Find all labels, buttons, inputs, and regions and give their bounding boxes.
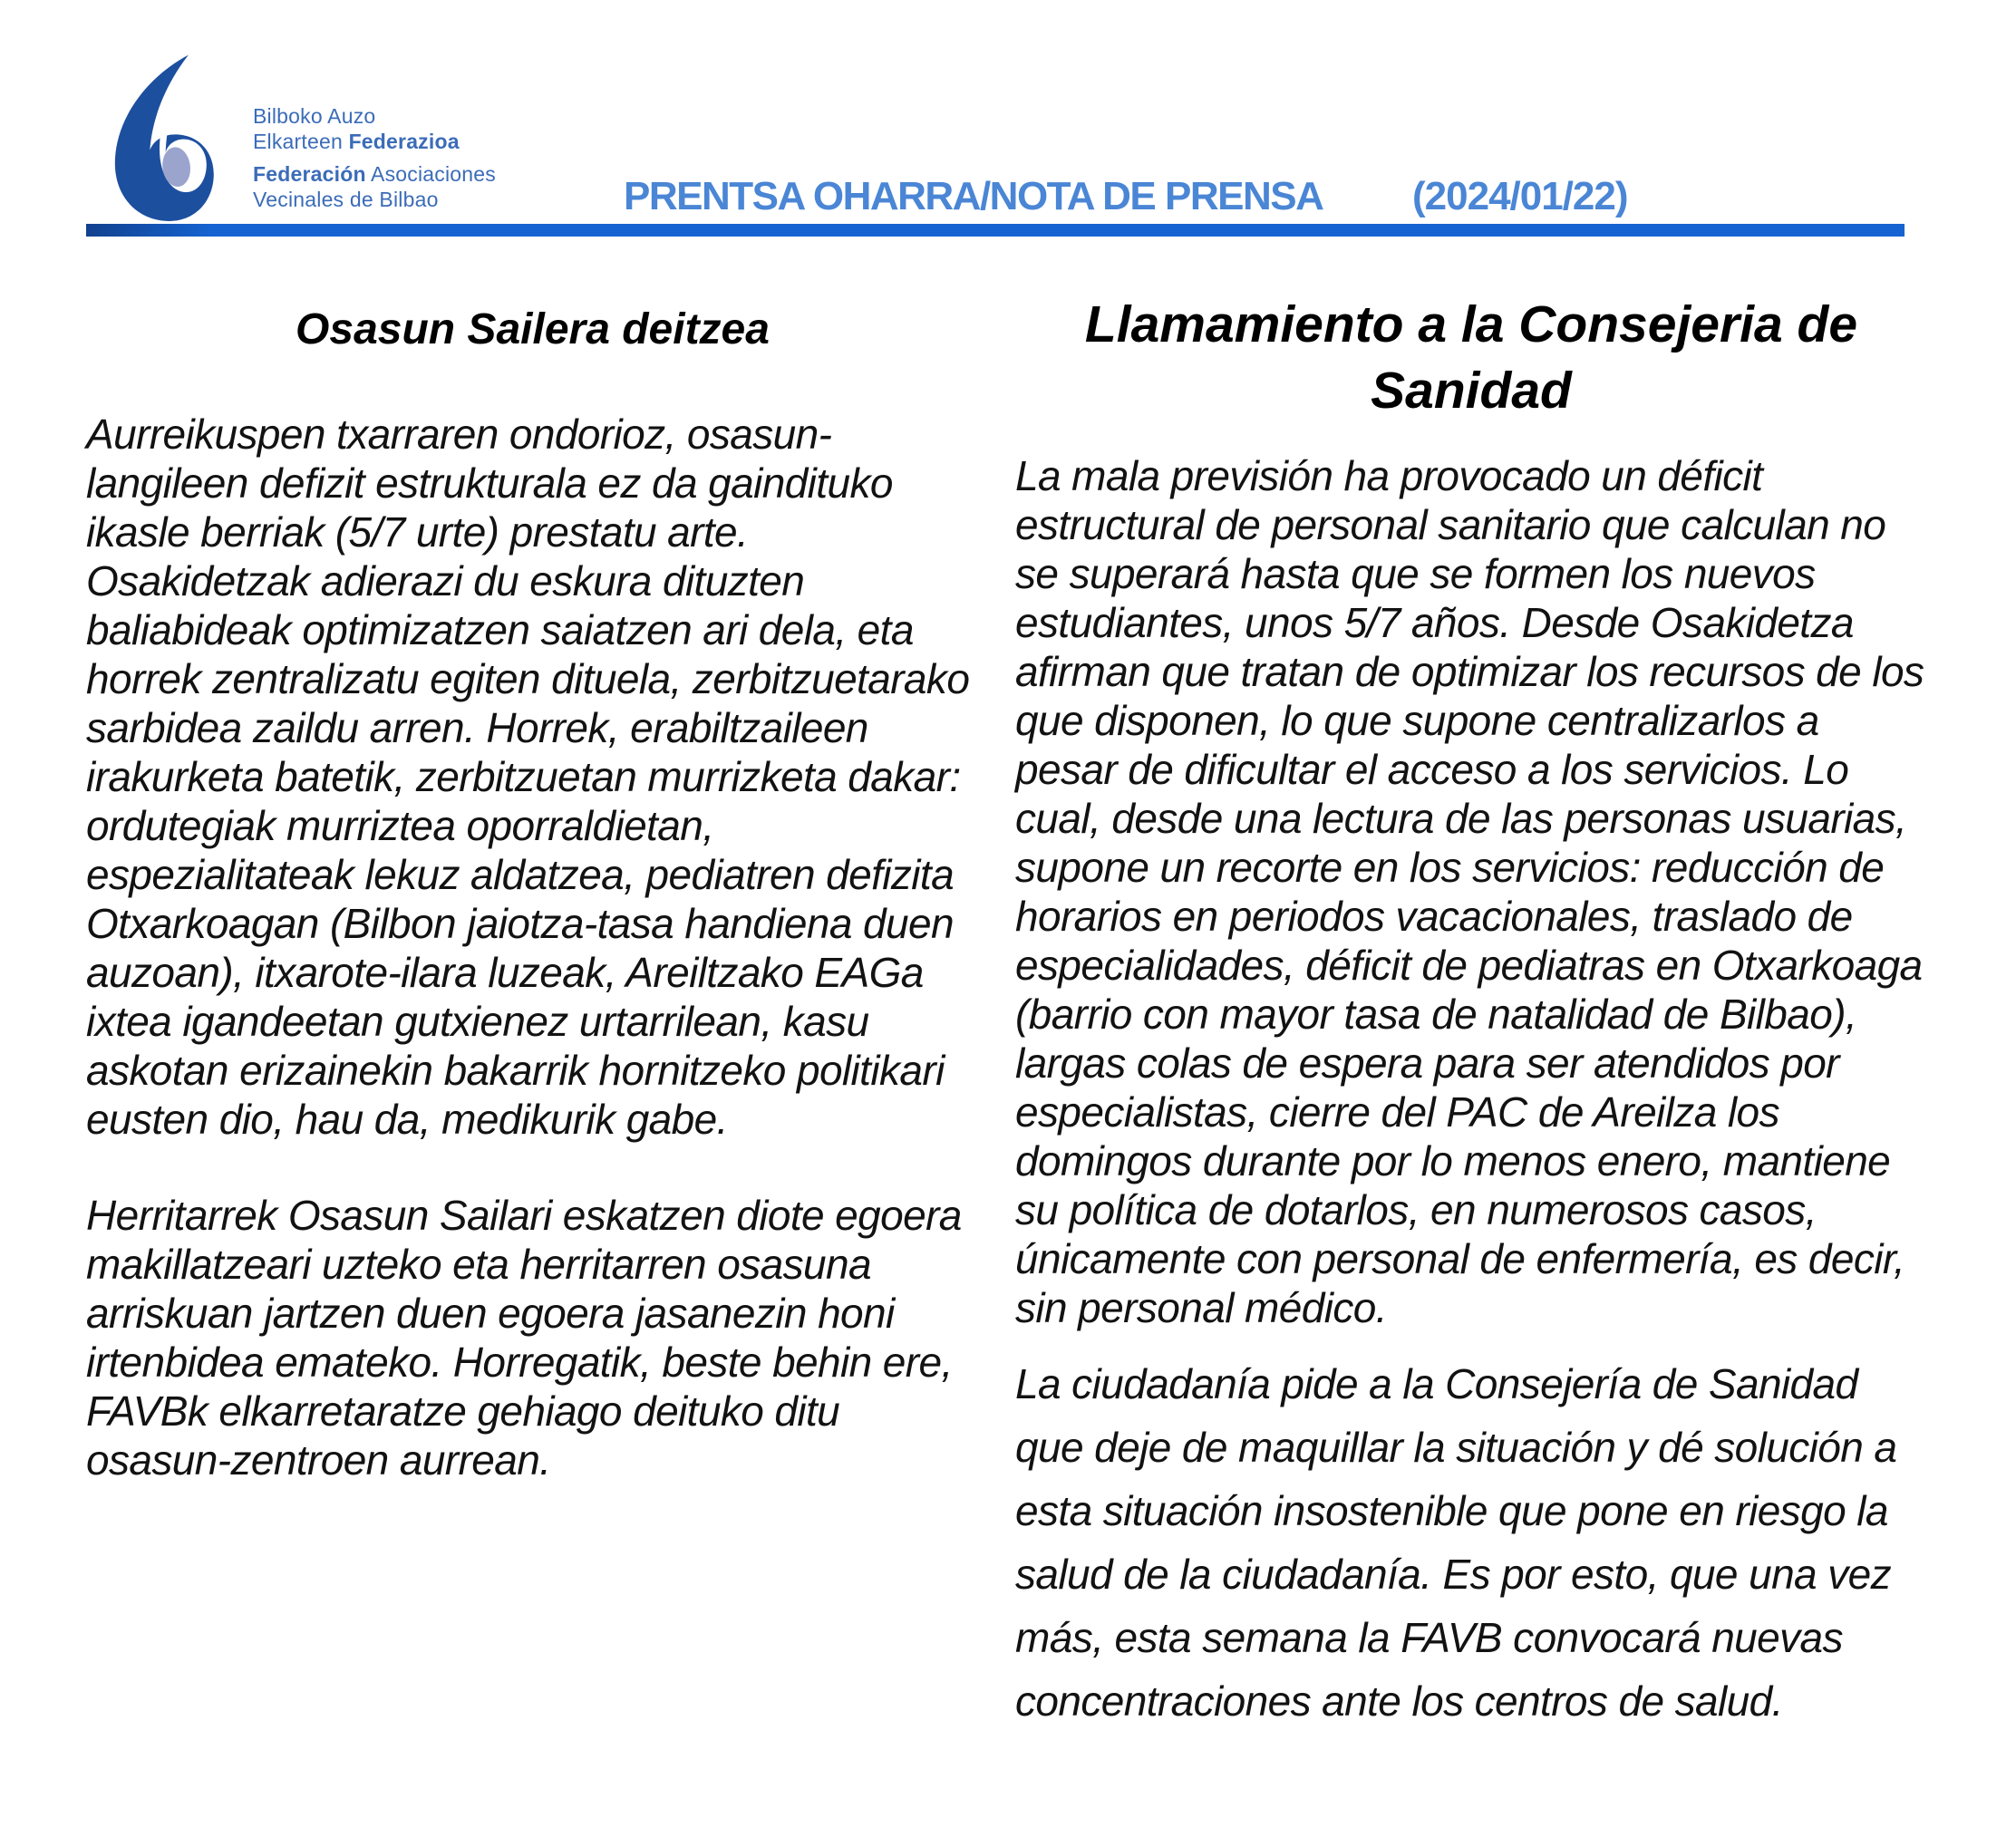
document-date: (2024/01/22) [1412,174,1628,218]
logo-text-line-4 [253,187,496,212]
document-title: PRENTSA OHARRA/NOTA DE PRENSA [624,174,1323,218]
spanish-paragraph-1: La mala previsión ha provocado un déficit estructural de personal sanitario que calculan no se superará hasta que se formen los nuevos estudiantes, unos 5/7 años. Desde Osakidetza afirman que tratan de optimizar los recursos de los que disponen, lo que supone centralizarlos a pesar de dificultar el acceso a los servicios. Lo cual, desde una lectura de las personas usuarias, supone un recorte en los servicios: reducción de horarios en periodos vacacionales, traslado de especialidades, déficit de pediatras en Otxarkoaga (barrio con mayor tasa de natalidad de Bilbao), largas colas de espera para ser atendidos por especialistas, cierre del PAC de Areilza los domingos durante por lo menos enero, mantiene su política de dotarlos, en numerosos casos, únicamente con personal de enfermería, es decir, sin personal médico. [1015,452,1924,1331]
basque-column [86,292,979,1484]
logo-name-spanish-1-bold: Federación [253,162,366,186]
favb-logo-icon [86,53,233,221]
basque-heading: Osasun Sailera deitzea [296,305,770,353]
spanish-column [1015,292,1927,1733]
spanish-paragraph-2: La ciudadanía pide a la Consejería de Sanidad que deje de maquillar la situación y dé solución a esta situación insostenible que pone en riesgo la salud de la ciudadanía. Es por esto, que una vez más, esta semana la FAVB convocará nuevas concentraciones ante los centros de salud. [1015,1360,1897,1725]
logo-name-spanish-1: Asociaciones [365,162,496,186]
logo-text-line-3 [253,161,496,187]
logo-name-basque-2-bold: Federazioa [348,130,460,153]
favb-logo [86,53,496,221]
logo-name-spanish-2: Vecinales de Bilbao [253,188,439,211]
logo-text-line-1 [253,103,496,129]
spanish-heading: Llamamiento a la Consejeria de Sanidad [1084,295,1858,420]
basque-paragraph-2: Herritarrek Osasun Sailari eskatzen diote egoera makillatzeari uzteko eta herritarren osasuna arriskuan jartzen duen egoera jasanezin honi irtenbidea emateko. Horregatik, beste behin ere, FAVBk elkarretaratze gehiago deituko ditu osasun-zentroen aurrean. [86,1192,962,1484]
logo-name-basque-2: Elkarteen [253,130,349,153]
logo-name-basque-1: Bilboko Auzo [253,104,376,128]
logo-text-line-2 [253,129,496,154]
favb-logo-text [253,103,496,212]
header-divider [86,224,1905,237]
basque-paragraph-1: Aurreikuspen txarraren ondorioz, osasun-langileen defizit estrukturala ez da gaindituko ikasle berriak (5/7 urte) prestatu arte. Osakidetzak adierazi du eskura dituzten baliabideak optimizatzen saiatzen ari dela, eta horrek zentralizatu egiten dituela, zerbitzuetarako sarbidea zaildu arren. Horrek, erabiltzaileen irakurketa batetik, zerbitzuetan murrizketa dakar: ordutegiak murriztea oporraldietan, espezialitateak lekuz aldatzea, pediatren defizita Otxarkoagan (Bilbon jaiotza-tasa handiena duen auzoan), itxarote-ilara luzeak, Areiltzako EAGa ixtea igandeetan gutxienez urtarrilean, kasu askotan erizainekin bakarrik hornitzeko politikari eusten dio, hau da, medikurik gabe. [86,411,970,1143]
